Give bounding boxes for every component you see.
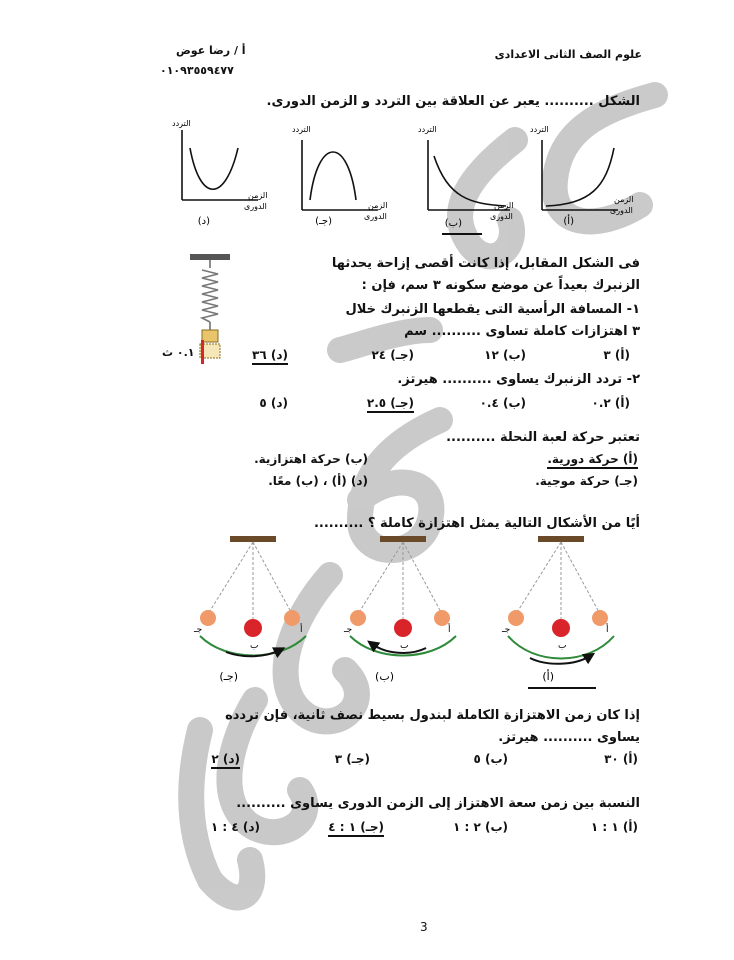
q1-stem: الشكل .......... يعبر عن العلاقة بين التردد و الزمن الدورى. [266,94,640,109]
q6-stem: النسبة بين زمن سعة الاهتزاز إلى الزمن الدورى يساوى .......... [236,796,640,811]
q5-option-a: (أ) ٣٠ [604,752,638,766]
subject-title: علوم الصف الثانى الاعدادى [494,48,642,61]
svg-text:الدورى: الدورى [610,206,633,215]
svg-text:التردد: التردد [292,125,311,134]
q1-graphs [170,118,650,238]
q6-option-d: (د) ٤ : ١ [210,820,260,834]
q2-p1-option-c: (جـ) ٢٤ [371,348,414,362]
svg-text:التردد: التردد [530,125,549,134]
svg-text:الزمن: الزمن [494,201,514,210]
q2-p2-option-c: (جـ) ٢.٥ [367,396,414,413]
q3-stem: تعتبر حركة لعبة النحلة .......... [446,430,640,445]
pendulum-b [350,536,456,656]
teacher-name: أ / رضا عوض [176,44,246,57]
q2-part1-line1: ١- المسافة الرأسية التى يقطعها الزنبرك خلال [345,302,640,317]
svg-text:ب: ب [400,641,409,651]
q5-stem-line2: يساوى .......... هيرتز. [498,730,640,745]
displacement-marker [201,340,204,364]
svg-text:أ: أ [300,625,303,635]
q2-p2-option-d: (د) ٥ [259,396,288,410]
svg-text:أ: أ [448,625,451,635]
q2-stem-line2: الزنبرك بعيداً عن موضع سكونه ٣ سم، فإن : [361,278,640,293]
svg-text:الدورى: الدورى [364,212,387,221]
q2-stem-line1: فى الشكل المقابل، إذا كانت أقصى إزاحة يحدثها [331,256,640,271]
svg-text:التردد: التردد [418,125,437,134]
q2-p1-option-a: (أ) ٣ [603,348,630,362]
svg-text:جـ: جـ [502,625,511,635]
svg-text:ب: ب [558,641,567,651]
q1-label-d: (د) [197,216,210,227]
q5-option-c: (جـ) ٣ [334,752,370,766]
q6-option-c: (جـ) ١ : ٤ [328,820,384,837]
q1-label-a: (أ) [563,216,574,227]
q2-p1-option-d: (د) ٣٦ [252,348,288,365]
q4-stem: أيًا من الأشكال التالية يمثل اهتزازة كاملة ؟ .......... [313,516,640,531]
svg-text:الدورى: الدورى [490,212,513,221]
svg-text:جـ: جـ [194,625,203,635]
q3-option-a: (أ) حركة دورية. [547,452,638,469]
q2-p2-option-b: (ب) ٠.٤ [479,396,526,410]
svg-text:الزمن: الزمن [248,191,268,200]
page-number: 3 [420,920,428,934]
svg-text:الزمن: الزمن [614,195,634,204]
q1-label-b: (ب) [444,218,462,229]
q2-p1-option-b: (ب) ١٢ [484,348,526,362]
pendulum-j [200,536,306,656]
q5-option-d: (د) ٢ [211,752,240,769]
q3-option-d: (د) (أ) ، (ب) معًا. [268,474,368,488]
svg-text:الدورى: الدورى [244,202,267,211]
q5-option-b: (ب) ٥ [473,752,508,766]
q2-p2-option-a: (أ) ٠.٢ [591,396,630,410]
q3-option-c: (جـ) حركة موجية. [535,474,638,488]
q4-label-a: (أ) [542,670,554,683]
q2-part2: ٢- تردد الزنبرك يساوى .......... هيرتز. [397,372,640,387]
q6-option-a: (أ) ١ : ١ [590,820,638,834]
teacher-phone: ٠١٠٩٣٥٥٩٤٧٧ [160,64,234,77]
q4-label-b: (ب) [375,670,394,683]
q6-option-b: (ب) ٢ : ١ [452,820,508,834]
q4-label-j: (جـ) [219,670,238,683]
q1-label-j: (جـ) [315,216,332,227]
svg-text:أ: أ [606,625,609,635]
svg-text:ب: ب [250,641,259,651]
q5-stem-line1: إذا كان زمن الاهتزازة الكاملة لبندول بسيط نصف ثانية، فإن تردده [225,708,640,723]
q4-pendulums [186,532,636,692]
q3-option-b: (ب) حركة اهتزازية. [254,452,368,466]
q2-part1-line2: ٣ اهتزازات كاملة تساوى .......... سم [404,324,640,339]
axis-y-label: التردد [172,119,191,128]
svg-text:جـ: جـ [344,625,353,635]
svg-text:الزمن: الزمن [368,201,388,210]
time-label: ٠.١ ث [162,346,195,359]
